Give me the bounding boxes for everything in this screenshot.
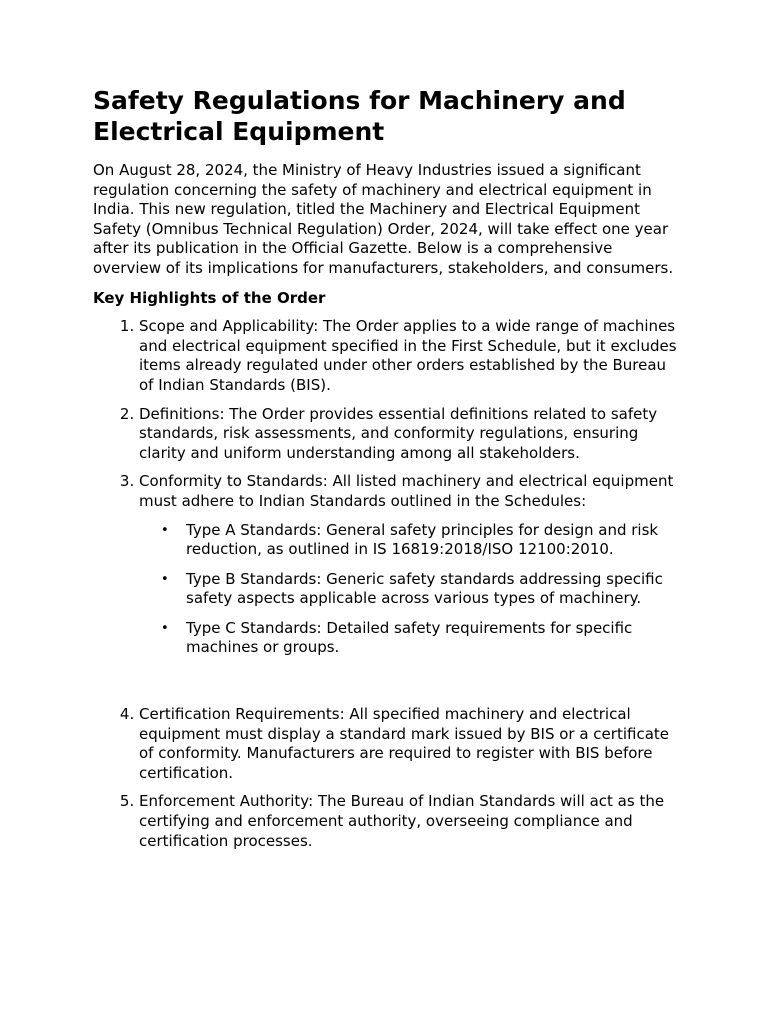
list-item [139, 792, 680, 851]
list-item-text: Scope and Applicability: The Order applies to a wide range of machines and electrical equipment specified in the First Schedule, but it excludes items already regulated under other orders established by the Bureau of Indian Standards (BIS). [139, 317, 677, 394]
standards-sublist [139, 521, 680, 659]
bullet-icon: • [161, 571, 169, 587]
spacer [139, 668, 680, 696]
bullet-icon: • [161, 620, 169, 636]
sublist-item-text: Type A Standards: General safety principles for design and risk reduction, as outlined in IS 16819:2018/ISO 12100:2010. [186, 520, 659, 559]
list-item-text: Conformity to Standards: All listed machinery and electrical equipment must adhere to Indian Standards outlined in the Schedules: [139, 472, 674, 510]
bullet-icon: • [161, 522, 169, 538]
list-item [139, 405, 680, 464]
sublist-item [161, 618, 680, 658]
sublist-item-text: Type B Standards: Generic safety standards addressing specific safety aspects applicable across various types of machinery. [186, 569, 663, 608]
sublist-item [161, 520, 680, 560]
list-item [139, 317, 680, 395]
highlights-list [93, 317, 680, 851]
intro-paragraph: On August 28, 2024, the Ministry of Heavy Industries issued a significant regulation concerning the safety of machinery and electrical equipment in India. This new regulation, titled the Machinery and Electrical Equipment Safety (Omnibus Technical Regulation) Order, 2024, will take effect one year after its publication in the Official Gazette. Below is a comprehensive overview of its implications for manufacturers, stakeholders, and consumers. [93, 161, 674, 277]
list-item [139, 705, 680, 783]
list-item-text: Definitions: The Order provides essential definitions related to safety standards, risk assessments, and conformity regulations, ensuring clarity and uniform understanding among all stakeholders. [139, 404, 658, 462]
list-item [139, 472, 680, 696]
list-item-text: Certification Requirements: All specified machinery and electrical equipment must display a standard mark issued by BIS or a certificate of conformity. Manufacturers are required to register with BIS before certification. [139, 705, 669, 782]
sublist-item [161, 569, 680, 609]
sublist-item-text: Type C Standards: Detailed safety requirements for specific machines or groups. [186, 618, 633, 657]
list-item-text: Enforcement Authority: The Bureau of Indian Standards will act as the certifying and enforcement authority, overseeing compliance and certification processes. [139, 792, 665, 850]
page-title: Safety Regulations for Machinery and Electrical Equipment [93, 86, 626, 146]
section-heading: Key Highlights of the Order [93, 288, 326, 307]
